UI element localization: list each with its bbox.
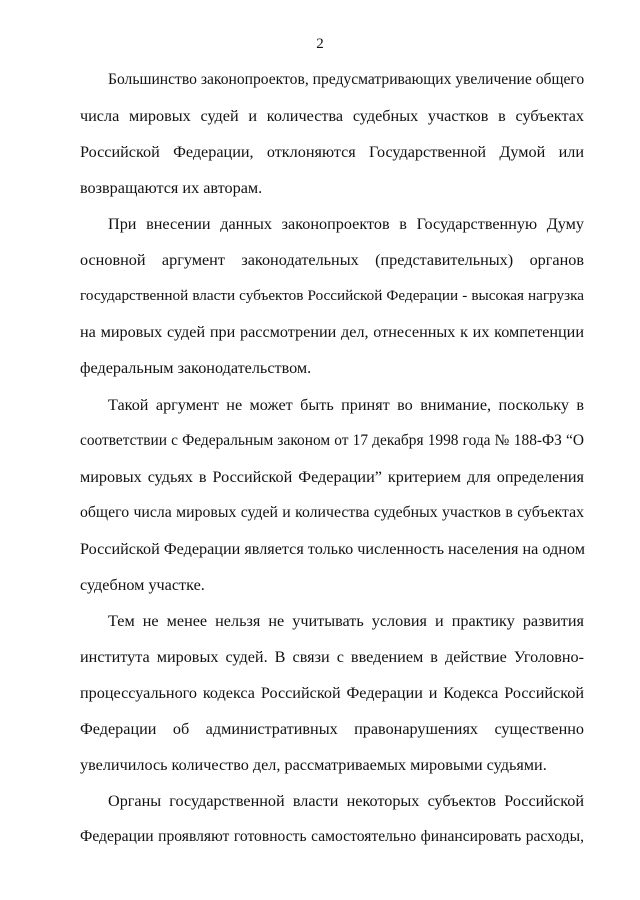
- text-line: соответствии с Федеральным законом от 17 декабря 1998 года № 188-ФЗ “О: [80, 432, 584, 449]
- text-line: Тем не менее нельзя не учитывать условия и практику развития: [108, 612, 584, 630]
- text-line: мировых судьях в Российской Федерации” критерием для определения: [80, 468, 584, 486]
- text-line: Федерации проявляют готовность самостоятельно финансировать расходы,: [80, 828, 584, 845]
- text-line: судебном участке.: [80, 576, 205, 594]
- text-line: Российской Федерации является только численность населения на одном: [80, 540, 585, 558]
- text-line: основной аргумент законодательных (представительных) органов: [80, 251, 584, 269]
- text-line: общего числа мировых судей и количества судебных участков в субъектах: [80, 504, 584, 521]
- text-line: Органы государственной власти некоторых субъектов Российской: [108, 792, 584, 810]
- text-line: При внесении данных законопроектов в Государственную Думу: [108, 215, 584, 233]
- text-line: Федерации об административных правонарушениях существенно: [80, 720, 584, 738]
- text-line: возвращаются их авторам.: [80, 179, 263, 197]
- text-line: Такой аргумент не может быть принят во внимание, поскольку в: [108, 396, 584, 414]
- text-line: государственной власти субъектов Российской Федерации - высокая нагрузка: [80, 287, 584, 304]
- page-number: 2: [316, 36, 324, 52]
- text-line: федеральным законодательством.: [80, 359, 312, 377]
- text-line: Российской Федерации, отклоняются Государственной Думой или: [80, 143, 584, 161]
- text-line: числа мировых судей и количества судебных участков в субъектах: [80, 107, 584, 125]
- text-line: Большинство законопроектов, предусматривающих увеличение общего: [108, 71, 585, 88]
- text-line: процессуального кодекса Российской Федерации и Кодекса Российской: [80, 684, 584, 702]
- text-line: на мировых судей при рассмотрении дел, отнесенных к их компетенции: [80, 323, 584, 341]
- text-line: увеличилось количество дел, рассматриваемых мировыми судьями.: [80, 756, 547, 774]
- text-line: института мировых судей. В связи с введением в действие Уголовно-: [80, 648, 584, 666]
